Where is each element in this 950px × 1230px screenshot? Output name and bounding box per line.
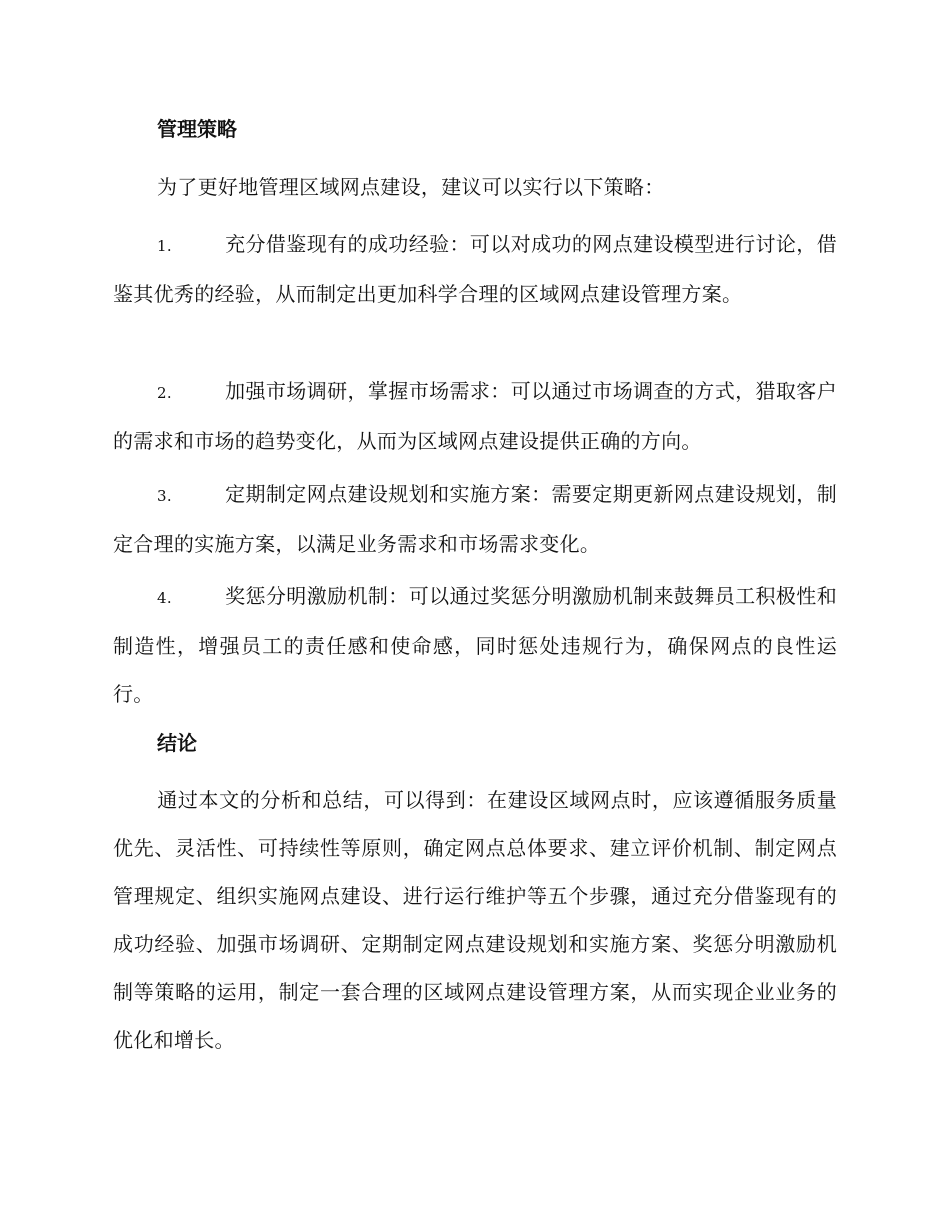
strategy-list-item-1	[113, 220, 837, 318]
list-item-number: 3.	[157, 487, 172, 505]
strategy-list-item-2	[113, 367, 837, 465]
strategy-list-item-3	[113, 470, 837, 568]
conclusion-text: 通过本文的分析和总结，可以得到：在建设区域网点时，应该遵循服务质量优先、灵活性、可持续性等原则，确定网点总体要求、建立评价机制、制定网点管理规定、组织实施网点建设、进行运行维护等五个步骤，通过充分借鉴现有的成功经验、加强市场调研、定期制定网点建设规划和实施方案、奖惩分明激励机制等策略的运用，制定一套合理的区域网点建设管理方案，从而实现企业业务的优化和增长。	[113, 788, 837, 1052]
list-item-number: 4.	[157, 589, 172, 607]
strategy-intro-text: 为了更好地管理区域网点建设，建议可以实行以下策略：	[157, 175, 665, 199]
list-item-text: 定期制定网点建设规划和实施方案：需要定期更新网点建设规划，制定合理的实施方案，以满足业务需求和市场需求变化。	[113, 482, 837, 556]
list-item-number: 1.	[157, 237, 172, 255]
conclusion-paragraph	[113, 776, 837, 1064]
section-heading-strategy: 管理策略	[157, 117, 237, 141]
strategy-list-item-4	[113, 572, 837, 718]
list-item-number: 2.	[157, 384, 172, 402]
section-heading-conclusion: 结论	[157, 731, 197, 755]
list-item-text: 奖惩分明激励机制：可以通过奖惩分明激励机制来鼓舞员工积极性和制造性，增强员工的责任感和使命感，同时惩处违规行为，确保网点的良性运行。	[113, 584, 837, 706]
list-item-text: 加强市场调研，掌握市场需求：可以通过市场调查的方式，猎取客户的需求和市场的趋势变化，从而为区域网点建设提供正确的方向。	[113, 379, 837, 453]
strategy-intro-paragraph	[113, 163, 837, 211]
list-item-text: 充分借鉴现有的成功经验：可以对成功的网点建设模型进行讨论，借鉴其优秀的经验，从而制定出更加科学合理的区域网点建设管理方案。	[113, 232, 837, 306]
